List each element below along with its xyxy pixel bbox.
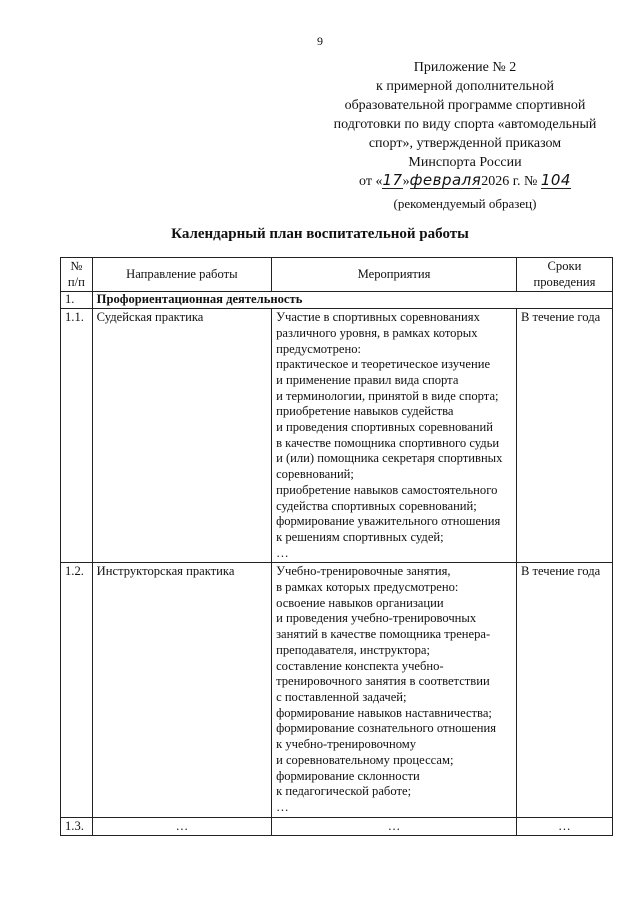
activity-line: формирование склонности [276,768,420,783]
row-direction: Инструкторская практика [92,563,271,817]
activity-line: формирование навыков наставничества; [276,705,492,720]
activity-line: и соревновательному процессам; [276,752,454,767]
handwritten-month: февраля [409,171,482,189]
activity-line: формирование сознательного отношения [276,721,497,736]
row-num: 1.1. [61,309,93,563]
section-num: 1. [61,292,93,309]
date-mid: » [402,174,410,189]
activity-line: к педагогической работе; [276,784,412,799]
activity-line: в качестве помощника спортивного судьи [276,435,500,450]
activity-line: освоение навыков организации [276,595,444,610]
appendix-line: Минспорта России [408,155,522,170]
appendix-line: Приложение № 2 [413,60,517,75]
appendix-line: к примерной дополнительной [376,79,554,94]
activity-line: … [276,799,289,814]
header-activities: Мероприятия [272,258,517,292]
appendix-line: подготовки по виду спорта «автомодельный [333,117,597,132]
appendix-header [300,58,630,191]
handwritten-order-number: 104 [540,171,571,189]
activity-line: к учебно-тренировочному [276,737,417,752]
activity-line: и проведения учебно-тренировочных [276,611,477,626]
row-term: В течение года [516,309,612,563]
header-terms: Сроки проведения [516,258,612,292]
activity-line: приобретение навыков самостоятельного [276,482,498,497]
activity-line: соревнований; [276,467,354,482]
activity-line: предусмотрено: [276,341,362,356]
activity-line: тренировочного занятия в соответствии [276,674,490,689]
date-prefix: от « [359,174,383,189]
row-activities [272,563,517,817]
activity-line: Учебно-тренировочные занятия, [276,564,451,579]
plan-table [60,257,613,836]
activity-line: с поставленной задачей; [276,689,407,704]
activity-line: к решениям спортивных судей; [276,529,444,544]
activity-line: занятий в качестве помощника тренера- [276,627,491,642]
activity-line: и проведения спортивных соревнований [276,420,493,435]
row-activities [272,309,517,563]
activity-line: и терминологии, принятой в виде спорта; [276,388,499,403]
activity-line: приобретение навыков судейства [276,404,454,419]
table-row [61,309,613,563]
table-header-row [61,258,613,292]
date-year: 2026 г. № [481,174,538,189]
row-direction: … [92,817,271,836]
activity-line: различного уровня, в рамках которых [276,325,478,340]
activity-line: преподавателя, инструктора; [276,642,431,657]
activity-line: судейства спортивных соревнований; [276,498,477,513]
activity-line: Участие в спортивных соревнованиях [276,310,480,325]
section-row [61,292,613,309]
handwritten-day: 17 [382,171,403,189]
row-activities: … [272,817,517,836]
document-title: Календарный план воспитательной работы [171,226,469,242]
row-term: В течение года [516,563,612,817]
row-term: … [516,817,612,836]
activity-line: и применение правил вида спорта [276,372,459,387]
row-direction: Судейская практика [92,309,271,563]
header-direction: Направление работы [92,258,271,292]
activity-line: … [276,545,289,560]
activity-line: в рамках которых предусмотрено: [276,580,459,595]
sample-note: (рекомендуемый образец) [393,196,537,211]
order-date-line [300,172,630,191]
section-title: Профориентационная деятельность [92,292,612,309]
activity-line: практическое и теоретическое изучение [276,357,491,372]
row-num: 1.2. [61,563,93,817]
table-row [61,817,613,836]
activity-line: формирование уважительного отношения [276,514,501,529]
activity-line: составление конспекта учебно- [276,658,444,673]
appendix-line: образовательной программе спортивной [344,98,586,113]
table-row [61,563,613,817]
page-number: 9 [317,34,323,48]
row-num: 1.3. [61,817,93,836]
appendix-line: спорт», утвержденной приказом [368,136,562,151]
activity-line: и (или) помощника секретаря спортивных [276,451,503,466]
header-num: № п/п [61,258,93,292]
